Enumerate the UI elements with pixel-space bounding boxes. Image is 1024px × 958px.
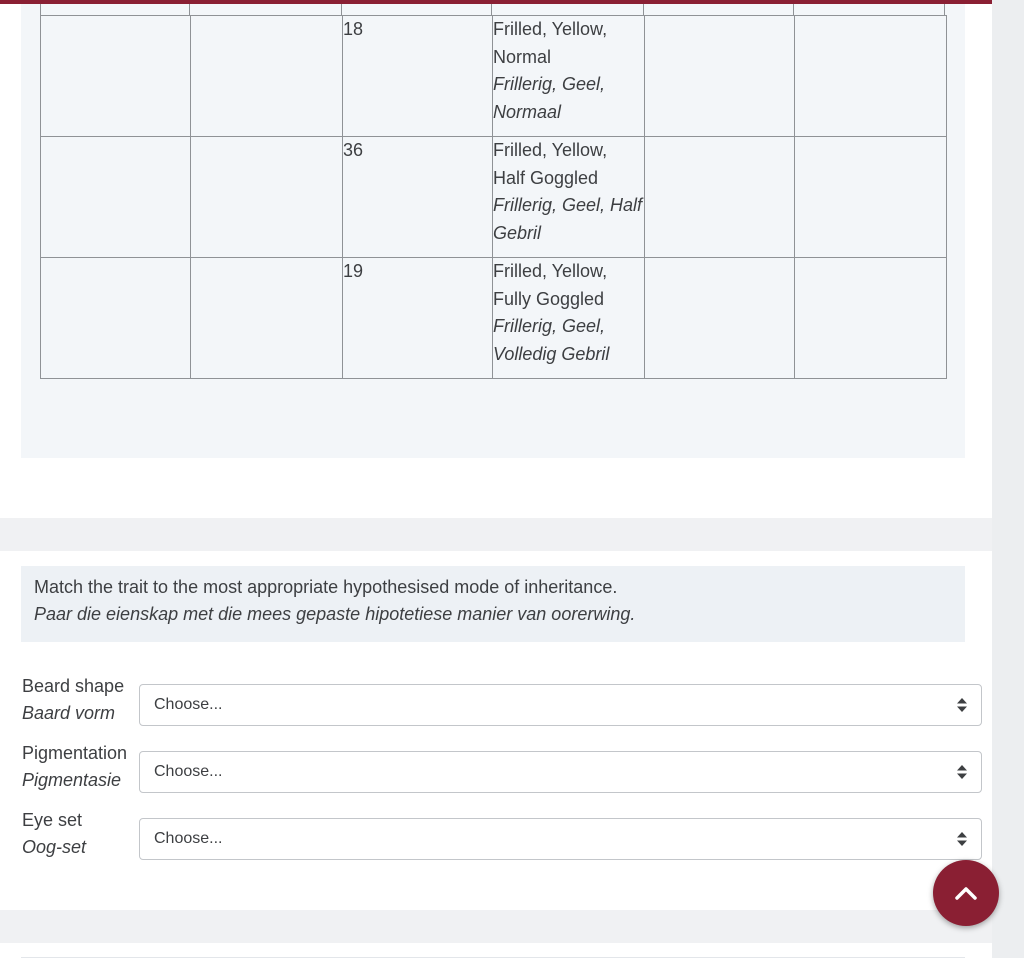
data-table — [40, 15, 947, 379]
label-afrikaans: Oog-set — [22, 837, 87, 857]
label-afrikaans: Baard vorm — [22, 703, 116, 723]
match-label — [22, 807, 86, 861]
match-label — [22, 740, 127, 794]
label-english: Beard shape — [22, 676, 125, 696]
label-english: Eye set — [22, 810, 83, 830]
sort-arrows-icon — [957, 832, 967, 846]
phenotype-afrikaans: Frillerig, Geel, Volledig Gebril — [493, 316, 610, 364]
offspring-count: 36 — [343, 140, 364, 160]
offspring-count: 19 — [343, 261, 364, 281]
phenotype-afrikaans: Frillerig, Geel, Half Gebril — [493, 195, 643, 243]
question-card-matching — [0, 551, 992, 910]
select-value: Choose... — [154, 763, 223, 780]
match-row-pigmentation — [0, 740, 992, 800]
beard-shape-select[interactable] — [139, 684, 982, 726]
top-navbar-edge — [0, 0, 1024, 4]
select-value: Choose... — [154, 830, 223, 847]
phenotype-english: Frilled, Yellow, Normal — [493, 19, 608, 67]
phenotype-english: Frilled, Yellow, Fully Goggled — [493, 261, 608, 309]
sort-arrows-icon — [957, 698, 967, 712]
table-row — [41, 16, 947, 137]
match-label — [22, 673, 124, 727]
sort-arrows-icon — [957, 765, 967, 779]
eye-set-select[interactable] — [139, 818, 982, 860]
match-row-beard-shape — [0, 673, 992, 733]
page-scrollbar[interactable] — [992, 0, 1024, 958]
chevron-up-icon — [955, 886, 977, 900]
phenotype-afrikaans: Frillerig, Geel, Normaal — [493, 74, 606, 122]
select-value: Choose... — [154, 696, 223, 713]
next-question-card — [0, 943, 992, 958]
phenotype-english: Frilled, Yellow, Half Goggled — [493, 140, 608, 188]
offspring-count: 18 — [343, 19, 364, 39]
label-afrikaans: Pigmentasie — [22, 770, 122, 790]
prompt-afrikaans: Paar die eienskap met die mees gepaste hipotetiese manier van oorerwing. — [34, 604, 636, 624]
back-to-top-button[interactable] — [933, 860, 999, 926]
table-row — [41, 137, 947, 258]
prompt-english: Match the trait to the most appropriate hypothesised mode of inheritance. — [34, 577, 618, 597]
pigmentation-select[interactable] — [139, 751, 982, 793]
match-row-eye-set — [0, 807, 992, 867]
question-prompt — [21, 566, 965, 642]
label-english: Pigmentation — [22, 743, 128, 763]
table-row — [41, 258, 947, 379]
